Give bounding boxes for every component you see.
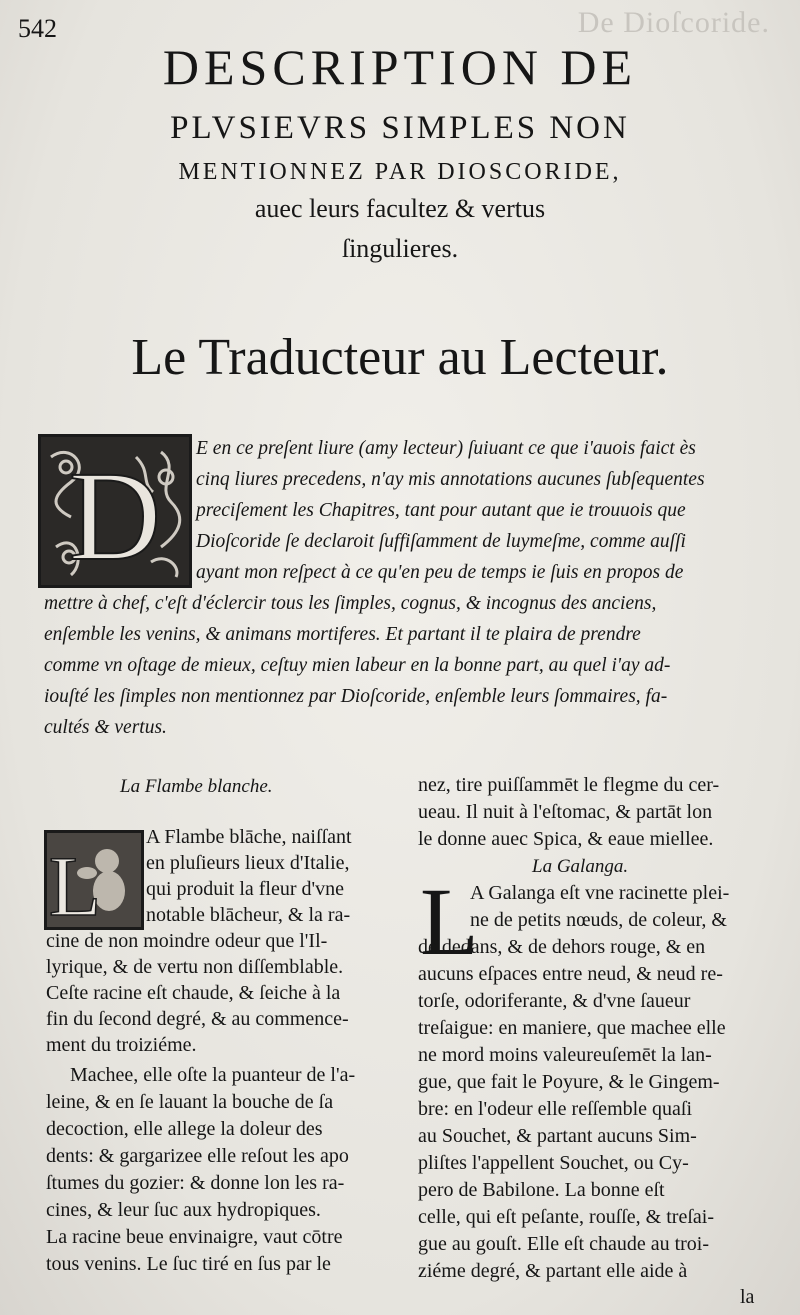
galanga-heading: La Galanga. <box>532 856 629 877</box>
catchword: la <box>740 1286 755 1308</box>
right-line: celle, qui eſt peſante, rouſſe, & treſai- <box>418 1206 714 1228</box>
left-line: ſtumes du gozier: & donne lon les ra- <box>46 1172 345 1194</box>
ornamental-initial-d <box>38 434 192 588</box>
right-line: nez, tire puiſſammēt le flegme du cer- <box>418 774 720 796</box>
left-line: dents: & gargarizee elle reſout les apo <box>46 1145 349 1167</box>
right-line: A Galanga eſt vne racinette plei- <box>470 882 730 904</box>
left-line: en pluſieurs lieux d'Italie, <box>146 852 350 874</box>
left-line: cines, & leur ſuc aux hydropiques. <box>46 1199 321 1221</box>
title-line-4: auec leurs facultez & vertus <box>254 194 546 223</box>
left-line: qui produit la fleur d'vne <box>146 878 344 900</box>
flambe-heading: La Flambe blanche. <box>120 776 273 797</box>
right-line: torſe, odoriferante, & d'vne ſaueur <box>418 990 691 1012</box>
intro-line: E en ce preſent liure (amy lecteur) ſuiuant ce que i'auois faict ès <box>196 438 696 459</box>
ornamental-initial-l <box>44 830 144 930</box>
right-line: ne mord moins valeureuſemēt la lan- <box>418 1044 712 1066</box>
title-line-2: PLVSIEVRS SIMPLES NON <box>170 110 630 146</box>
intro-line: enſemble les venins, & animans mortiferes. Et partant il te plaira de prendre <box>44 624 641 645</box>
intro-line: comme vn oſtage de mieux, ceſtuy mien labeur en la bonne part, au quel i'ay ad- <box>44 655 671 676</box>
title-line-3: MENTIONNEZ PAR DIOSCORIDE, <box>178 159 622 185</box>
page-number: 542 <box>18 14 57 43</box>
intro-line: ayant mon reſpect à ce qu'en peu de temps ie ſuis en propos de <box>196 562 684 583</box>
right-line: treſaigue: en maniere, que machee elle <box>418 1017 726 1039</box>
left-line: La racine beue envinaigre, vaut cōtre <box>46 1226 343 1248</box>
intro-line: Dioſcoride ſe declaroit ſuffiſamment de luymeſme, comme auſſi <box>196 531 686 552</box>
left-line: A Flambe blāche, naiſſant <box>146 826 352 848</box>
drop-cap-letter: D <box>68 445 162 585</box>
section-heading: Le Traducteur au Lecteur. <box>131 329 669 386</box>
right-line: gue, que fait le Poyure, & le Gingem- <box>418 1071 720 1093</box>
right-line: ne de petits nœuds, de coleur, & <box>470 909 727 931</box>
title-line-1: DESCRIPTION DE <box>162 39 638 95</box>
left-line: ment du troiziéme. <box>46 1034 197 1056</box>
cherub-ornament-icon <box>47 833 141 927</box>
foliage-ornament-icon <box>41 437 189 585</box>
right-line: bre: en l'odeur elle reſſemble quaſi <box>418 1098 693 1120</box>
left-line: decoction, elle allege la doleur des <box>46 1118 323 1140</box>
right-line: de dedans, & de dehors rouge, & en <box>418 936 706 958</box>
left-line: notable blācheur, & la ra- <box>146 904 351 926</box>
show-through-running-head: De Dioſcoride. <box>577 6 770 39</box>
right-line: gue au gouſt. Elle eſt chaude au troi- <box>418 1233 710 1255</box>
right-line: le donne auec Spica, & eaue miellee. <box>418 828 714 850</box>
title-line-5: ſingulieres. <box>341 234 459 263</box>
drop-cap-letter: L <box>48 838 102 927</box>
right-line: pliſtes l'appellent Souchet, ou Cy- <box>418 1152 689 1174</box>
right-line: au Souchet, & partant aucuns Sim- <box>418 1125 697 1147</box>
right-line: pero de Babilone. La bonne eſt <box>418 1179 665 1201</box>
drop-cap-galanga: L <box>420 868 479 975</box>
intro-line: preciſement les Chapitres, tant pour autant que ie trouuois que <box>196 500 686 521</box>
left-line: Machee, elle oſte la puanteur de l'a- <box>70 1064 356 1086</box>
left-line: lyrique, & de vertu non diſſemblable. <box>46 956 344 978</box>
left-line: Ceſte racine eſt chaude, & ſeiche à la <box>46 982 341 1004</box>
left-line: tous venins. Le ſuc tiré en ſus par le <box>46 1253 331 1275</box>
intro-line: cinq liures precedens, n'ay mis annotations aucunes ſubſequentes <box>196 469 705 490</box>
intro-line: mettre à chef, c'eſt d'éclercir tous les ſimples, cognus, & incognus des anciens, <box>44 593 657 614</box>
left-line: leine, & en ſe lauant la bouche de ſa <box>46 1091 334 1113</box>
left-line: fin du ſecond degré, & au commence- <box>46 1008 349 1030</box>
left-line: cine de non moindre odeur que l'Il- <box>46 930 328 952</box>
intro-line: iouſté les ſimples non mentionnez par Dioſcoride, enſemble leurs ſommaires, fa- <box>44 686 668 707</box>
intro-line: cultés & vertus. <box>44 717 167 738</box>
right-line: ueau. Il nuit à l'eſtomac, & partāt lon <box>418 801 713 823</box>
right-line: aucuns eſpaces entre neud, & neud re- <box>418 963 723 985</box>
right-line: ziéme degré, & partant elle aide à <box>418 1260 688 1282</box>
